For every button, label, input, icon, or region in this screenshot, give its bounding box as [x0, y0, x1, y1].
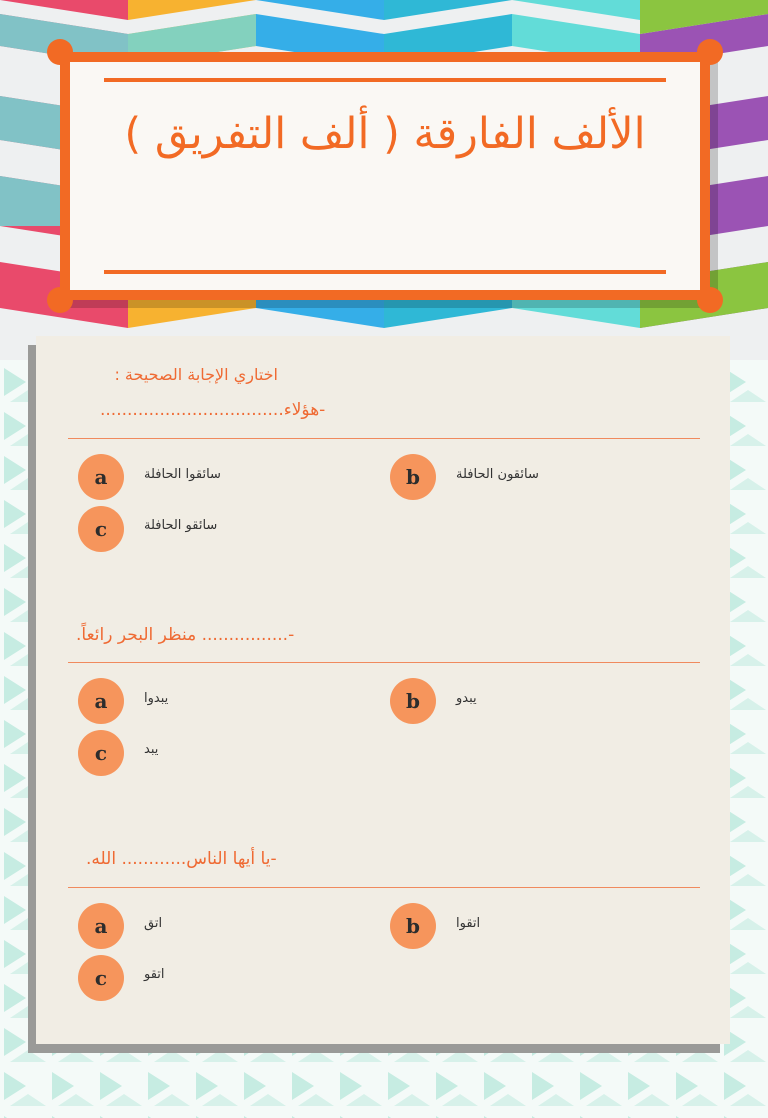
- corner-notch: [47, 287, 73, 313]
- option-a-label[interactable]: اتق: [144, 916, 163, 931]
- option-b-label[interactable]: يبدو: [456, 691, 477, 706]
- page-title: الألف الفارقة ( ألف التفريق ): [124, 109, 646, 159]
- option-b-label[interactable]: اتقوا: [456, 916, 481, 931]
- option-a-label[interactable]: سائقوا الحافلة: [144, 467, 221, 482]
- title-rule-top: [104, 78, 666, 82]
- option-b-button[interactable]: b: [390, 678, 436, 724]
- option-c-button[interactable]: c: [78, 955, 124, 1001]
- corner-notch: [697, 39, 723, 65]
- question-2-divider: [68, 662, 700, 663]
- option-c-button[interactable]: c: [78, 730, 124, 776]
- option-b-label[interactable]: سائقون الحافلة: [456, 467, 539, 482]
- question-3-divider: [68, 887, 700, 888]
- title-card-inner: [70, 62, 700, 290]
- option-a-button[interactable]: a: [78, 903, 124, 949]
- question-3-text: -يا أيها الناس............ الله.: [86, 849, 277, 869]
- title-rule-bottom: [104, 270, 666, 274]
- question-2-text: -................ منظر البحر رائعاً.: [76, 625, 295, 645]
- option-b-button[interactable]: b: [390, 903, 436, 949]
- option-c-label[interactable]: يبد: [144, 742, 159, 757]
- option-a-button[interactable]: a: [78, 454, 124, 500]
- option-b-button[interactable]: b: [390, 454, 436, 500]
- instruction-text: اختاري الإجابة الصحيحة :: [114, 365, 278, 384]
- corner-notch: [47, 39, 73, 65]
- option-a-label[interactable]: يبدوا: [144, 691, 169, 706]
- corner-notch: [697, 287, 723, 313]
- title-card: [60, 52, 710, 300]
- option-a-button[interactable]: a: [78, 678, 124, 724]
- option-c-label[interactable]: سائقو الحافلة: [144, 518, 218, 533]
- option-c-label[interactable]: اتقو: [144, 967, 165, 982]
- question-1-divider: [68, 438, 700, 439]
- question-1-text: -هؤلاء..................................: [100, 400, 326, 420]
- quiz-paper: [36, 336, 730, 1044]
- option-c-button[interactable]: c: [78, 506, 124, 552]
